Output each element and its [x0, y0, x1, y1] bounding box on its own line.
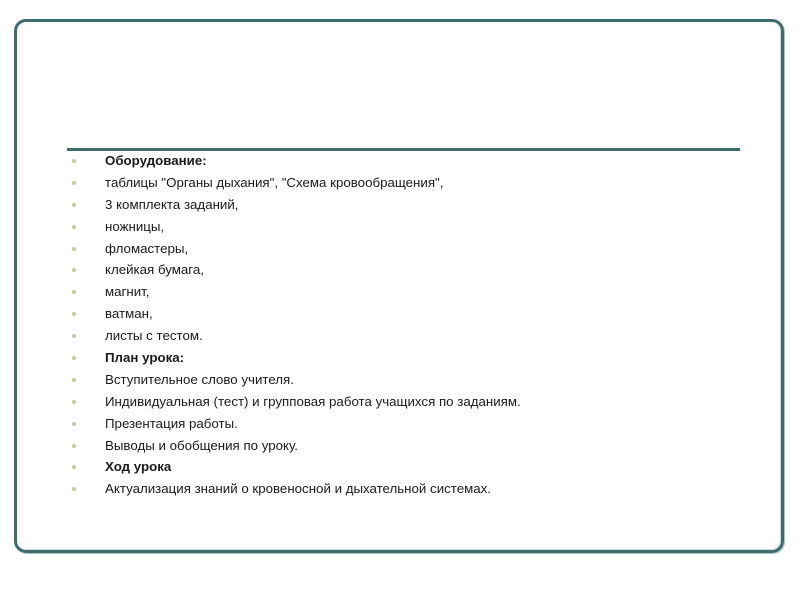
list-item [66, 194, 521, 216]
list-item [66, 413, 521, 435]
bullet-icon [72, 203, 76, 207]
list-item [66, 391, 521, 413]
section-heading-lesson-flow: Ход урока [105, 459, 172, 475]
list-item-text: ножницы, [105, 218, 165, 234]
bullet-icon [72, 487, 76, 491]
list-item-text: Индивидуальная (тест) и групповая работа учащихся по заданиям. [105, 393, 521, 409]
bullet-icon [72, 422, 76, 426]
section-heading-equipment: Оборудование: [105, 153, 207, 168]
list-item-text: клейкая бумага, [105, 262, 204, 278]
list-item-text: Презентация работы. [105, 415, 238, 431]
list-item-text: 3 комплекта заданий, [105, 196, 239, 212]
list-item [66, 325, 521, 347]
bullet-icon [72, 378, 76, 382]
list-item-text: Выводы и обобщения по уроку. [105, 437, 299, 453]
list-item [66, 172, 521, 194]
list-item [66, 435, 521, 457]
list-item-text: магнит, [105, 284, 150, 300]
list-item [66, 216, 521, 238]
bullet-icon [72, 444, 76, 448]
bullet-icon [72, 247, 76, 251]
list-item [66, 259, 521, 281]
list-item-text: Вступительное слово учителя. [105, 371, 294, 387]
bullet-icon [72, 159, 76, 163]
list-item [66, 456, 521, 478]
list-item [66, 281, 521, 303]
bullet-icon [72, 290, 76, 294]
list-item-text: фломастеры, [105, 240, 189, 256]
list-item [66, 150, 521, 172]
bullet-icon [72, 225, 76, 229]
list-item [66, 347, 521, 369]
bullet-icon [72, 181, 76, 185]
bullet-icon [72, 312, 76, 316]
list-item [66, 238, 521, 260]
bullet-icon [72, 465, 76, 469]
bullet-icon [72, 334, 76, 338]
list-item [66, 303, 521, 325]
bullet-icon [72, 268, 76, 272]
bullet-list [66, 150, 521, 500]
list-item-text: таблицы "Органы дыхания", "Схема кровообращения", [105, 174, 444, 190]
list-item-text: листы с тестом. [105, 328, 203, 344]
list-item [66, 369, 521, 391]
list-item-text: Актуализация знаний о кровеносной и дыхательной системах. [105, 481, 491, 497]
list-item-text: ватман, [105, 306, 153, 322]
bullet-icon [72, 356, 76, 360]
list-item [66, 478, 521, 500]
section-heading-lesson-plan: План урока: [105, 350, 185, 366]
bullet-icon [72, 400, 76, 404]
